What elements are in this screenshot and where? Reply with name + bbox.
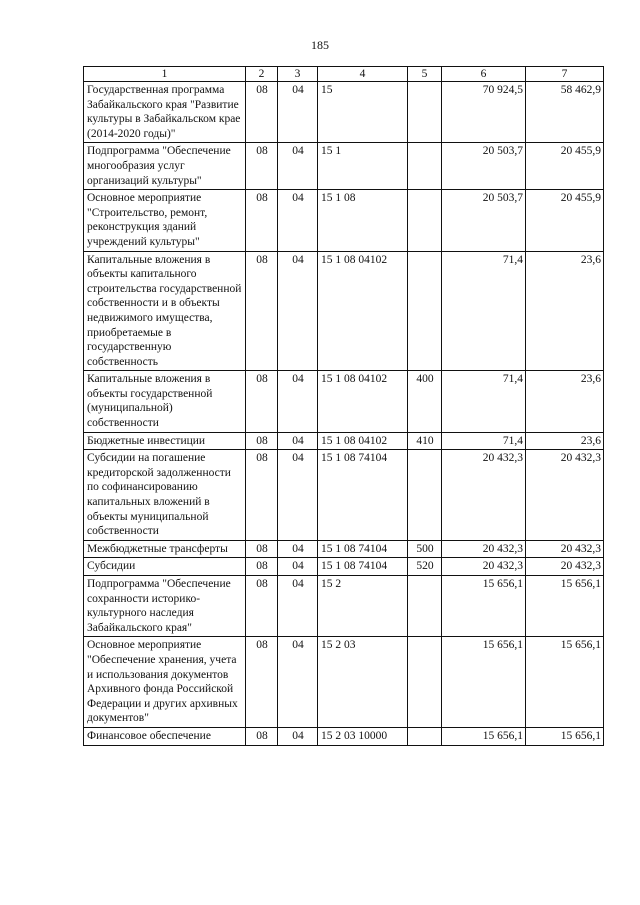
target-article-cell: 15 1 bbox=[318, 143, 408, 190]
section-code-cell: 08 bbox=[246, 190, 278, 251]
amount-col7-cell: 23,6 bbox=[526, 371, 604, 432]
section-code-cell: 08 bbox=[246, 540, 278, 558]
table-row bbox=[84, 82, 604, 143]
amount-col6-cell: 71,4 bbox=[442, 432, 526, 450]
subsection-code-cell: 04 bbox=[278, 371, 318, 432]
target-article-cell: 15 2 03 bbox=[318, 637, 408, 728]
column-header: 2 bbox=[246, 67, 278, 82]
row-name-cell: Финансовое обеспечение bbox=[84, 727, 246, 745]
row-name-cell: Подпрограмма "Обеспечение многообразия услуг организаций культуры" bbox=[84, 143, 246, 190]
amount-col6-cell: 20 432,3 bbox=[442, 540, 526, 558]
table-row bbox=[84, 727, 604, 745]
row-name-cell: Основное мероприятие "Обеспечение хранения, учета и использования документов Архивного фонда Российской Федерации и других архивных документов" bbox=[84, 637, 246, 728]
expense-type-cell: 520 bbox=[408, 558, 442, 576]
subsection-code-cell: 04 bbox=[278, 727, 318, 745]
row-name-cell: Субсидии bbox=[84, 558, 246, 576]
row-name-cell: Государственная программа Забайкальского края "Развитие культуры в Забайкальском крае (2014-2020 годы)" bbox=[84, 82, 246, 143]
amount-col6-cell: 20 503,7 bbox=[442, 143, 526, 190]
subsection-code-cell: 04 bbox=[278, 432, 318, 450]
table-row bbox=[84, 432, 604, 450]
section-code-cell: 08 bbox=[246, 558, 278, 576]
column-header: 5 bbox=[408, 67, 442, 82]
page-number: 185 bbox=[311, 38, 329, 52]
expense-type-cell: 410 bbox=[408, 432, 442, 450]
section-code-cell: 08 bbox=[246, 576, 278, 637]
row-name-cell: Капитальные вложения в объекты государственной (муниципальной) собственности bbox=[84, 371, 246, 432]
column-header: 1 bbox=[84, 67, 246, 82]
target-article-cell: 15 1 08 74104 bbox=[318, 540, 408, 558]
section-code-cell: 08 bbox=[246, 371, 278, 432]
subsection-code-cell: 04 bbox=[278, 540, 318, 558]
section-code-cell: 08 bbox=[246, 82, 278, 143]
column-header: 4 bbox=[318, 67, 408, 82]
table-row bbox=[84, 450, 604, 541]
row-name-cell: Подпрограмма "Обеспечение сохранности историко-культурного наследия Забайкальского края" bbox=[84, 576, 246, 637]
target-article-cell: 15 2 bbox=[318, 576, 408, 637]
amount-col7-cell: 20 455,9 bbox=[526, 190, 604, 251]
section-code-cell: 08 bbox=[246, 143, 278, 190]
table-header bbox=[84, 67, 604, 82]
target-article-cell: 15 1 08 04102 bbox=[318, 251, 408, 371]
amount-col6-cell: 15 656,1 bbox=[442, 637, 526, 728]
amount-col7-cell: 20 432,3 bbox=[526, 450, 604, 541]
amount-col6-cell: 71,4 bbox=[442, 371, 526, 432]
expense-type-cell bbox=[408, 450, 442, 541]
target-article-cell: 15 1 08 04102 bbox=[318, 432, 408, 450]
expense-type-cell: 500 bbox=[408, 540, 442, 558]
target-article-cell: 15 1 08 bbox=[318, 190, 408, 251]
table-row bbox=[84, 540, 604, 558]
target-article-cell: 15 2 03 10000 bbox=[318, 727, 408, 745]
amount-col6-cell: 70 924,5 bbox=[442, 82, 526, 143]
table-body bbox=[84, 82, 604, 746]
amount-col7-cell: 15 656,1 bbox=[526, 727, 604, 745]
table-row bbox=[84, 143, 604, 190]
section-code-cell: 08 bbox=[246, 432, 278, 450]
amount-col6-cell: 15 656,1 bbox=[442, 727, 526, 745]
target-article-cell: 15 1 08 04102 bbox=[318, 371, 408, 432]
subsection-code-cell: 04 bbox=[278, 251, 318, 371]
table-row bbox=[84, 637, 604, 728]
table-row bbox=[84, 558, 604, 576]
expense-type-cell bbox=[408, 82, 442, 143]
section-code-cell: 08 bbox=[246, 727, 278, 745]
subsection-code-cell: 04 bbox=[278, 576, 318, 637]
subsection-code-cell: 04 bbox=[278, 190, 318, 251]
budget-table bbox=[83, 66, 604, 746]
expense-type-cell bbox=[408, 251, 442, 371]
row-name-cell: Субсидии на погашение кредиторской задолженности по софинансированию капитальных вложений в объекты муниципальной собственности bbox=[84, 450, 246, 541]
amount-col7-cell: 15 656,1 bbox=[526, 637, 604, 728]
amount-col7-cell: 23,6 bbox=[526, 432, 604, 450]
amount-col6-cell: 15 656,1 bbox=[442, 576, 526, 637]
section-code-cell: 08 bbox=[246, 637, 278, 728]
table-row bbox=[84, 251, 604, 371]
amount-col7-cell: 15 656,1 bbox=[526, 576, 604, 637]
row-name-cell: Бюджетные инвестиции bbox=[84, 432, 246, 450]
subsection-code-cell: 04 bbox=[278, 450, 318, 541]
section-code-cell: 08 bbox=[246, 450, 278, 541]
column-header: 6 bbox=[442, 67, 526, 82]
subsection-code-cell: 04 bbox=[278, 637, 318, 728]
expense-type-cell: 400 bbox=[408, 371, 442, 432]
table-row bbox=[84, 576, 604, 637]
row-name-cell: Основное мероприятие "Строительство, ремонт, реконструкция зданий учреждений культуры" bbox=[84, 190, 246, 251]
column-header: 3 bbox=[278, 67, 318, 82]
amount-col7-cell: 20 432,3 bbox=[526, 540, 604, 558]
target-article-cell: 15 bbox=[318, 82, 408, 143]
expense-type-cell bbox=[408, 190, 442, 251]
column-header: 7 bbox=[526, 67, 604, 82]
amount-col6-cell: 20 432,3 bbox=[442, 450, 526, 541]
subsection-code-cell: 04 bbox=[278, 143, 318, 190]
expense-type-cell bbox=[408, 143, 442, 190]
table-row bbox=[84, 371, 604, 432]
amount-col7-cell: 20 432,3 bbox=[526, 558, 604, 576]
target-article-cell: 15 1 08 74104 bbox=[318, 450, 408, 541]
subsection-code-cell: 04 bbox=[278, 82, 318, 143]
amount-col6-cell: 20 503,7 bbox=[442, 190, 526, 251]
amount-col7-cell: 23,6 bbox=[526, 251, 604, 371]
row-name-cell: Капитальные вложения в объекты капитального строительства государственной собственности и в объекты недвижимого имущества, приобретаемые в государственную собственность bbox=[84, 251, 246, 371]
row-name-cell: Межбюджетные трансферты bbox=[84, 540, 246, 558]
table-row bbox=[84, 190, 604, 251]
amount-col7-cell: 20 455,9 bbox=[526, 143, 604, 190]
expense-type-cell bbox=[408, 576, 442, 637]
target-article-cell: 15 1 08 74104 bbox=[318, 558, 408, 576]
amount-col7-cell: 58 462,9 bbox=[526, 82, 604, 143]
subsection-code-cell: 04 bbox=[278, 558, 318, 576]
section-code-cell: 08 bbox=[246, 251, 278, 371]
expense-type-cell bbox=[408, 637, 442, 728]
amount-col6-cell: 71,4 bbox=[442, 251, 526, 371]
expense-type-cell bbox=[408, 727, 442, 745]
amount-col6-cell: 20 432,3 bbox=[442, 558, 526, 576]
header-row bbox=[84, 67, 604, 82]
